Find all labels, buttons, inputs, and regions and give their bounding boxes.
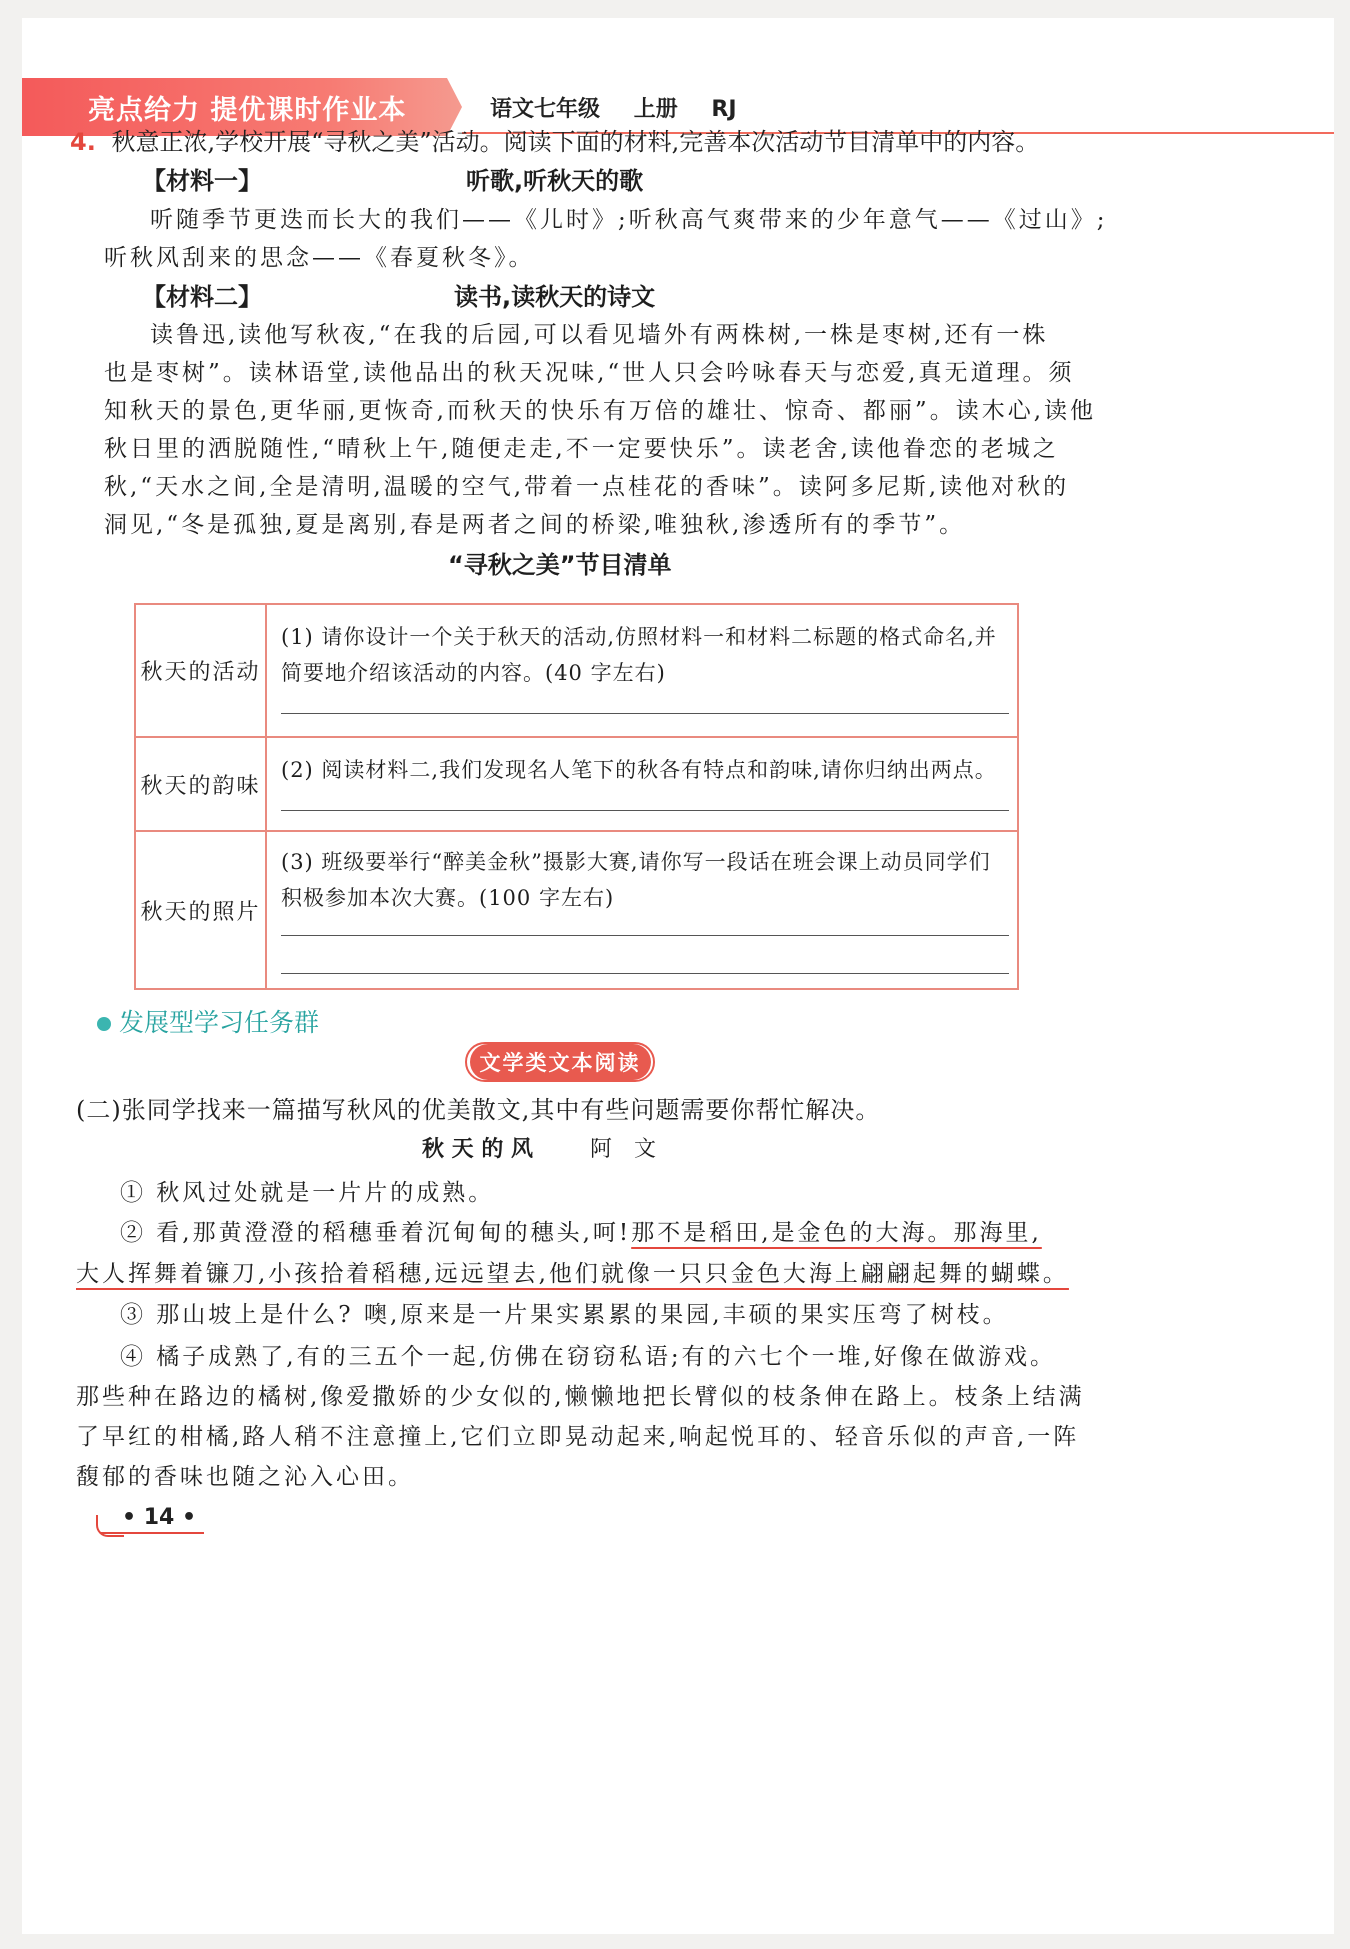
prompt-1-line-1: (1) 请你设计一个关于秋天的活动,仿照材料一和材料二标题的格式命名,并 (281, 625, 997, 649)
material1-line-1: 听随季节更迭而长大的我们——《儿时》;听秋高气爽带来的少年意气——《过山》; (150, 207, 1108, 233)
material1-label: 【材料一】 (142, 167, 262, 195)
material2-line-3: 知秋天的景色,更华丽,更恢奇,而秋天的快乐有万倍的雄壮、惊奇、都丽”。读木心,读他 (104, 398, 1097, 424)
underlined-sentence: 那不是稻田,是金色的大海。那海里, (631, 1220, 1042, 1246)
section-heading (97, 1003, 319, 1039)
answer-line[interactable] (281, 810, 1009, 811)
paragraph-4-line-1: ④ 橘子成熟了,有的三五个一起,仿佛在窃窃私语;有的六七个一堆,好像在做游戏。 (120, 1344, 1056, 1370)
section-intro: (二)张同学找来一篇描写秋风的优美散文,其中有些问题需要你帮忙解决。 (76, 1096, 881, 1124)
section-heading-text: 发展型学习任务群 (119, 1008, 320, 1037)
reading-type-badge (465, 1042, 655, 1082)
material2-line-6: 洞见,“冬是孤独,夏是离别,春是两者之间的桥梁,唯独秋,渗透所有的季节”。 (104, 512, 966, 538)
paragraph-2-a: ② 看,那黄澄澄的稻穗垂着沉甸甸的穗头,呵! (120, 1220, 632, 1246)
essay-title: 秋 天 的 风 (422, 1137, 533, 1162)
answer-line[interactable] (281, 713, 1009, 714)
essay-author: 阿 文 (590, 1137, 657, 1162)
bullet-icon (97, 1017, 111, 1031)
paragraph-1: ① 秋风过处就是一片片的成熟。 (120, 1180, 495, 1206)
material1-title: 听歌,听秋天的歌 (466, 167, 644, 195)
material2-title: 读书,读秋天的诗文 (454, 283, 656, 311)
material2-line-2: 也是枣树”。读林语堂,读他品出的秋天况味,“世人只会吟咏春天与恋爱,真无道理。须 (104, 360, 1075, 386)
volume-label: 上册 (633, 97, 678, 122)
prompt-1-line-2: 简要地介绍该活动的内容。(40 字左右) (281, 661, 666, 685)
prompt-2-line-1: (2) 阅读材料二,我们发现名人笔下的秋各有特点和韵味,请你归纳出两点。 (281, 758, 997, 782)
question-number: 4. (70, 128, 96, 156)
table-row (136, 605, 1017, 738)
badge-text: 文学类文本阅读 (470, 1044, 651, 1080)
page-number: • 14 • (122, 1505, 197, 1530)
book-info (490, 92, 763, 123)
question-text: 秋意正浓,学校开展“寻秋之美”活动。阅读下面的材料,完善本次活动节目清单中的内容。 (111, 128, 1040, 156)
paragraph-2-line-1 (120, 1214, 1042, 1247)
question-4-stem (70, 122, 1039, 157)
edition-label: RJ (711, 97, 737, 122)
paragraph-4-line-3: 了早红的柑橘,路人稍不注意撞上,它们立即晃动起来,响起悦耳的、轻音乐似的声音,一阵 (76, 1424, 1080, 1450)
paragraph-3: ③ 那山坡上是什么? 噢,原来是一片果实累累的果园,丰硕的果实压弯了树枝。 (120, 1302, 1009, 1328)
material2-line-4: 秋日里的洒脱随性,“晴秋上午,随便走走,不一定要快乐”。读老舍,读他眷恋的老城之 (104, 436, 1059, 462)
row-label-photo: 秋天的照片 (136, 832, 267, 988)
material2-line-5: 秋,“天水之间,全是清明,温暖的空气,带着一点桂花的香味”。读阿多尼斯,读他对秋的 (104, 474, 1070, 500)
material2-line-1: 读鲁迅,读他写秋夜,“在我的后园,可以看见墙外有两株树,一株是枣树,还有一株 (150, 322, 1049, 348)
row-label-activity: 秋天的活动 (136, 605, 267, 736)
answer-line[interactable] (281, 935, 1009, 936)
page (22, 18, 1334, 1934)
table-row (136, 738, 1017, 832)
page-number-rule (100, 1532, 204, 1534)
book-title: 亮点给力 提优课时作业本 (88, 95, 407, 126)
material1-line-2: 听秋风刮来的思念——《春夏秋冬》。 (104, 245, 535, 271)
prompt-3-line-2: 积极参加本次大赛。(100 字左右) (281, 886, 615, 910)
table-title: “寻秋之美”节目清单 (448, 551, 672, 579)
material2-label: 【材料二】 (142, 283, 262, 311)
paragraph-4-line-4: 馥郁的香味也随之沁入心田。 (76, 1464, 414, 1490)
subject-label: 语文七年级 (490, 97, 601, 122)
prompt-3-line-1: (3) 班级要举行“醉美金秋”摄影大赛,请你写一段话在班会课上动员同学们 (281, 850, 991, 874)
row-label-charm: 秋天的韵味 (136, 738, 267, 830)
paragraph-4-line-2: 那些种在路边的橘树,像爱撒娇的少女似的,懒懒地把长臂似的枝条伸在路上。枝条上结满 (76, 1384, 1085, 1410)
table-row (136, 832, 1017, 988)
answer-line[interactable] (281, 973, 1009, 974)
paragraph-2-line-2: 大人挥舞着镰刀,小孩拾着稻穗,远远望去,他们就像一只只金色大海上翩翩起舞的蝴蝶。 (76, 1261, 1069, 1287)
program-table (134, 603, 1019, 990)
